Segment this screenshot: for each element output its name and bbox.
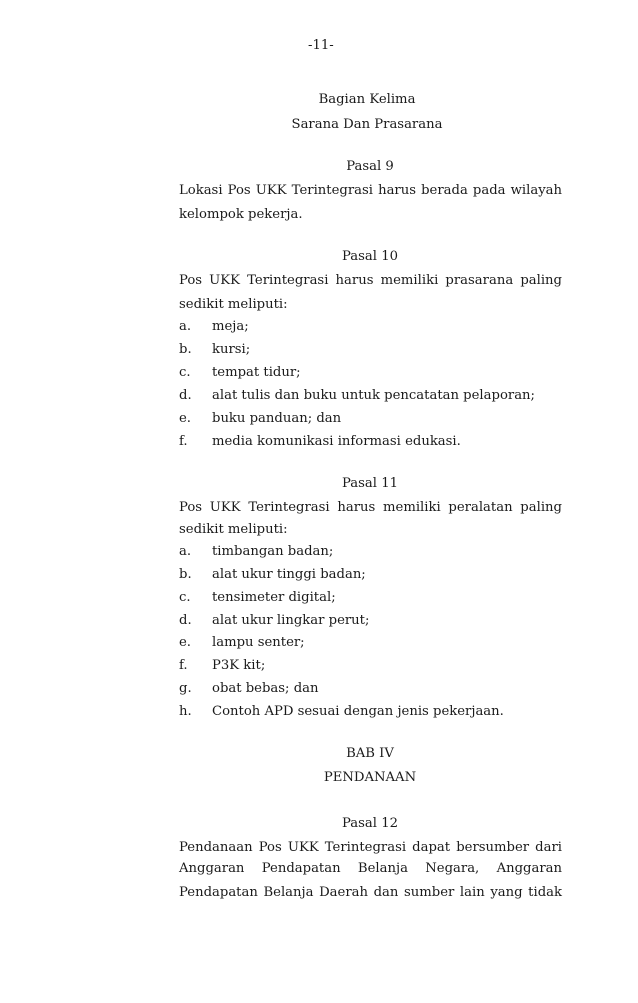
pasal-9-line-1: Lokasi Pos UKK Terintegrasi harus berada pada wilayah: [179, 183, 562, 198]
list-item: lampu senter;: [212, 635, 305, 650]
pasal-12-line-2: Anggaran Pendapatan Belanja Negara, Anggaran: [179, 861, 562, 876]
list-item-letter: c.: [179, 365, 191, 380]
list-item: alat tulis dan buku untuk pencatatan pelaporan;: [212, 388, 535, 403]
section-title: Sarana Dan Prasarana: [291, 117, 443, 132]
list-item-letter: e.: [179, 411, 191, 426]
pasal-9-line-2: kelompok pekerja.: [179, 207, 303, 222]
list-item-letter: h.: [179, 704, 192, 719]
pasal-12-line-1: Pendanaan Pos UKK Terintegrasi dapat bersumber dari: [179, 840, 562, 855]
list-item: obat bebas; dan: [212, 681, 319, 696]
pasal-12-line-3: Pendapatan Belanja Daerah dan sumber lain yang tidak: [179, 885, 562, 900]
list-item: meja;: [212, 319, 249, 334]
list-item: alat ukur lingkar perut;: [212, 613, 370, 628]
list-item: kursi;: [212, 342, 251, 357]
list-item-letter: b.: [179, 567, 192, 582]
section-heading: Bagian Kelima: [318, 92, 416, 107]
list-item-letter: c.: [179, 590, 191, 605]
page-number: -11-: [308, 38, 334, 53]
list-item: tempat tidur;: [212, 365, 301, 380]
list-item-letter: a.: [179, 544, 192, 559]
list-item: timbangan badan;: [212, 544, 334, 559]
list-item-letter: d.: [179, 388, 192, 403]
list-item-letter: f.: [179, 658, 188, 673]
pasal-11-line-2: sedikit meliputi:: [179, 522, 288, 537]
list-item-letter: e.: [179, 635, 191, 650]
list-item: tensimeter digital;: [212, 590, 336, 605]
chapter-number: BAB IV: [346, 746, 394, 761]
list-item-letter: f.: [179, 434, 188, 449]
list-item-letter: d.: [179, 613, 192, 628]
chapter-title: PENDANAAN: [323, 770, 417, 785]
pasal-10-title: Pasal 10: [342, 249, 398, 264]
pasal-11-line-1: Pos UKK Terintegrasi harus memiliki peralatan paling: [179, 500, 562, 515]
pasal-10-line-1: Pos UKK Terintegrasi harus memiliki prasarana paling: [179, 273, 562, 288]
pasal-9-title: Pasal 9: [346, 159, 394, 174]
list-item: buku panduan; dan: [212, 411, 342, 426]
pasal-12-title: Pasal 12: [342, 816, 398, 831]
list-item-letter: a.: [179, 319, 192, 334]
list-item-letter: b.: [179, 342, 192, 357]
pasal-11-title: Pasal 11: [342, 476, 398, 491]
list-item: alat ukur tinggi badan;: [212, 567, 366, 582]
list-item-letter: g.: [179, 681, 192, 696]
list-item: P3K kit;: [212, 658, 266, 673]
pasal-10-line-2: sedikit meliputi:: [179, 297, 288, 312]
list-item: media komunikasi informasi edukasi.: [212, 434, 461, 449]
list-item: Contoh APD sesuai dengan jenis pekerjaan.: [212, 704, 504, 719]
